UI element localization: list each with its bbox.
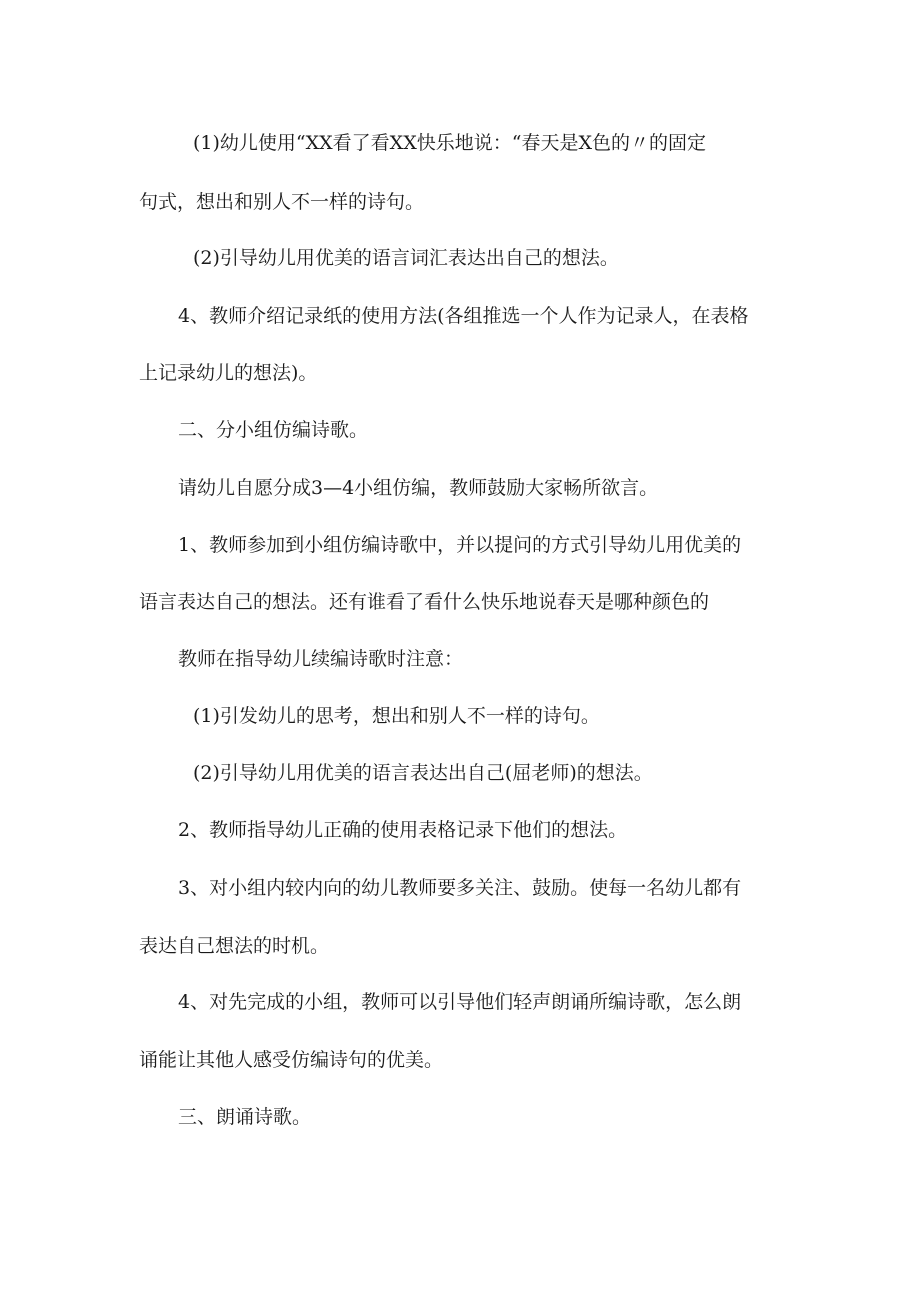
- text-line: 请幼儿自愿分成3—4小组仿编，教师鼓励大家畅所欲言。: [178, 477, 659, 499]
- text-line: 2、教师指导幼儿正确的使用表格记录下他们的想法。: [178, 819, 628, 841]
- text-line: (1)幼儿使用“XX看了看XX快乐地说：“春天是X色的〃的固定: [193, 132, 706, 154]
- section-heading: 三、朗诵诗歌。: [178, 1106, 312, 1128]
- text-line: (2)引导幼儿用优美的语言表达出自己(屈老师)的想法。: [193, 762, 653, 784]
- text-line: 上记录幼儿的想法)。: [139, 362, 318, 384]
- text-line: 句式，想出和别人不一样的诗句。: [139, 191, 425, 213]
- text-line: 4、教师介绍记录纸的使用方法(各组推选一个人作为记录人，在表格: [178, 305, 749, 327]
- text-line: 诵能让其他人感受仿编诗句的优美。: [139, 1049, 444, 1071]
- text-line: 语言表达自己的想法。还有谁看了看什么快乐地说春天是哪种颜色的: [139, 591, 710, 613]
- text-line: 4、对先完成的小组，教师可以引导他们轻声朗诵所编诗歌，怎么朗: [178, 991, 742, 1013]
- text-line: (2)引导幼儿用优美的语言词汇表达出自己的想法。: [193, 247, 619, 269]
- text-line: 3、对小组内较内向的幼儿教师要多关注、鼓励。使每一名幼儿都有: [178, 877, 742, 899]
- text-line: (1)引发幼儿的思考，想出和别人不一样的诗句。: [193, 705, 600, 727]
- section-heading: 二、分小组仿编诗歌。: [178, 419, 369, 441]
- text-line: 表达自己想法的时机。: [139, 935, 330, 957]
- text-line: 教师在指导幼儿续编诗歌时注意：: [178, 648, 464, 670]
- text-line: 1、教师参加到小组仿编诗歌中，并以提问的方式引导幼儿用优美的: [178, 534, 742, 556]
